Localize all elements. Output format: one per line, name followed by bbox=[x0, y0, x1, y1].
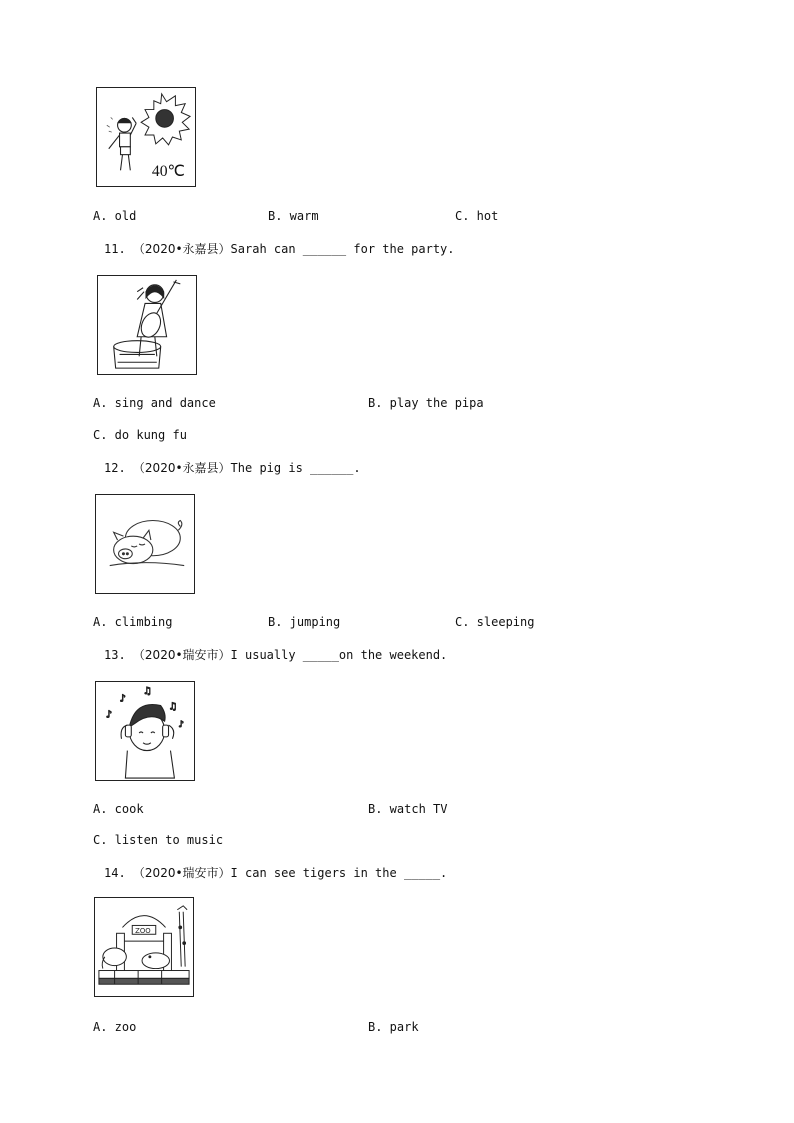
option-a[interactable]: A. old bbox=[93, 209, 137, 223]
pig-icon bbox=[110, 520, 184, 565]
option-b[interactable]: B. play the pipa bbox=[368, 396, 484, 410]
question-number: 14. bbox=[104, 866, 126, 880]
sleeping-pig-picture bbox=[95, 494, 195, 594]
question-text: Sarah can ______ for the party. bbox=[230, 242, 455, 256]
question-source: （2020•瑞安市） bbox=[132, 866, 231, 880]
question-text: I usually _____on the weekend. bbox=[230, 648, 448, 662]
svg-text:♪: ♪ bbox=[178, 720, 184, 731]
question-14 bbox=[104, 864, 447, 881]
question-number: 12. bbox=[104, 461, 126, 475]
question-number: 13. bbox=[104, 648, 126, 662]
zoo-sign: ZOO bbox=[135, 926, 151, 935]
option-a[interactable]: A. zoo bbox=[93, 1020, 137, 1034]
option-a[interactable]: A. climbing bbox=[93, 615, 173, 629]
option-b[interactable]: B. warm bbox=[268, 209, 319, 223]
option-c[interactable]: C. hot bbox=[455, 209, 499, 223]
music-boy-picture bbox=[95, 681, 195, 781]
option-b[interactable]: B. watch TV bbox=[368, 802, 448, 816]
svg-text:♪: ♪ bbox=[105, 709, 113, 721]
pipa-picture bbox=[97, 275, 197, 375]
svg-text:♫: ♫ bbox=[168, 701, 178, 713]
question-11 bbox=[104, 240, 455, 257]
option-c[interactable]: C. do kung fu bbox=[93, 428, 187, 442]
question-source: （2020•瑞安市） bbox=[132, 648, 231, 662]
option-a[interactable]: A. sing and dance bbox=[93, 396, 216, 410]
option-a[interactable]: A. cook bbox=[93, 802, 144, 816]
fence-icon bbox=[99, 971, 189, 985]
girl-icon bbox=[109, 117, 136, 170]
hippo-icon bbox=[142, 953, 169, 969]
option-c[interactable]: C. listen to music bbox=[93, 833, 224, 847]
temperature-label: 40℃ bbox=[151, 163, 186, 181]
sun-icon bbox=[141, 94, 190, 145]
svg-text:♪: ♪ bbox=[119, 693, 126, 705]
svg-text:♫: ♫ bbox=[143, 685, 152, 697]
question-text: I can see tigers in the _____. bbox=[230, 866, 448, 880]
question-13 bbox=[104, 646, 447, 663]
question-text: The pig is ______. bbox=[230, 461, 361, 475]
option-c[interactable]: C. sleeping bbox=[455, 615, 535, 629]
giraffe-icon bbox=[177, 906, 187, 967]
question-source: （2020•永嘉县） bbox=[132, 461, 231, 475]
question-source: （2020•永嘉县） bbox=[132, 242, 231, 256]
boy-with-headphones-icon bbox=[121, 704, 174, 778]
option-b[interactable]: B. jumping bbox=[268, 615, 341, 629]
question-number: 11. bbox=[104, 242, 126, 256]
hot-weather-picture bbox=[96, 87, 196, 187]
question-12 bbox=[104, 459, 361, 476]
option-b[interactable]: B. park bbox=[368, 1020, 419, 1034]
zoo-picture bbox=[94, 897, 194, 997]
